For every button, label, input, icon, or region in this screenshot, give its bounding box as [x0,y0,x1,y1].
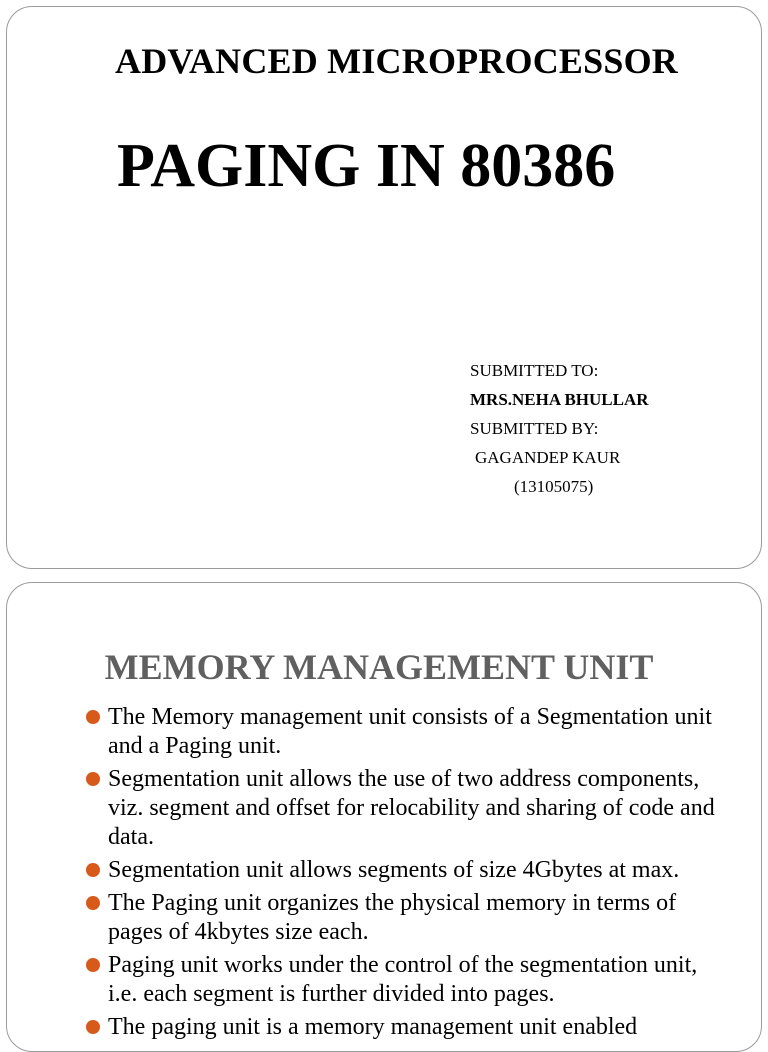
bullet-dot-icon [86,772,100,786]
bullet-text: The Paging unit organizes the physical memory in terms of pages of 4kbytes size each. [108,890,677,945]
submitted-by-label: SUBMITTED BY: [470,419,599,438]
bullet-item [84,889,724,947]
bullet-dot-icon [86,1020,100,1034]
submitted-to-label: SUBMITTED TO: [470,361,599,380]
bullet-text: The Memory management unit consists of a Segmentation unit and a Paging unit. [108,704,712,759]
bullet-dot-icon [86,958,100,972]
submitted-by-name: GAGANDEP KAUR [475,448,621,467]
content-slide [6,582,762,1052]
slide-title: PAGING IN 80386 [117,132,616,200]
submitted-to-name: MRS.NEHA BHULLAR [470,390,649,409]
bullet-dot-icon [86,863,100,877]
bullet-text: The paging unit is a memory management unit enabled [108,1014,638,1040]
course-title: ADVANCED MICROPROCESSOR [115,41,678,81]
bullet-text: Segmentation unit allows segments of size 4Gbytes at max. [108,857,680,883]
bullet-text: Segmentation unit allows the use of two address components, viz. segment and offset for relocability and sharing of code and data. [108,766,715,850]
slide-heading: MEMORY MANAGEMENT UNIT [104,647,654,687]
roll-number: (13105075) [514,477,594,496]
submission-details [470,356,649,501]
bullet-dot-icon [86,710,100,724]
bullet-item [84,1013,724,1042]
bullet-text: Paging unit works under the control of the segmentation unit, i.e. each segment is further divided into pages. [108,952,698,1007]
bullet-list [84,703,724,1046]
bullet-item [84,951,724,1009]
bullet-item [84,703,724,761]
title-slide [6,6,762,569]
bullet-dot-icon [86,896,100,910]
bullet-item [84,765,724,852]
bullet-item [84,856,724,885]
